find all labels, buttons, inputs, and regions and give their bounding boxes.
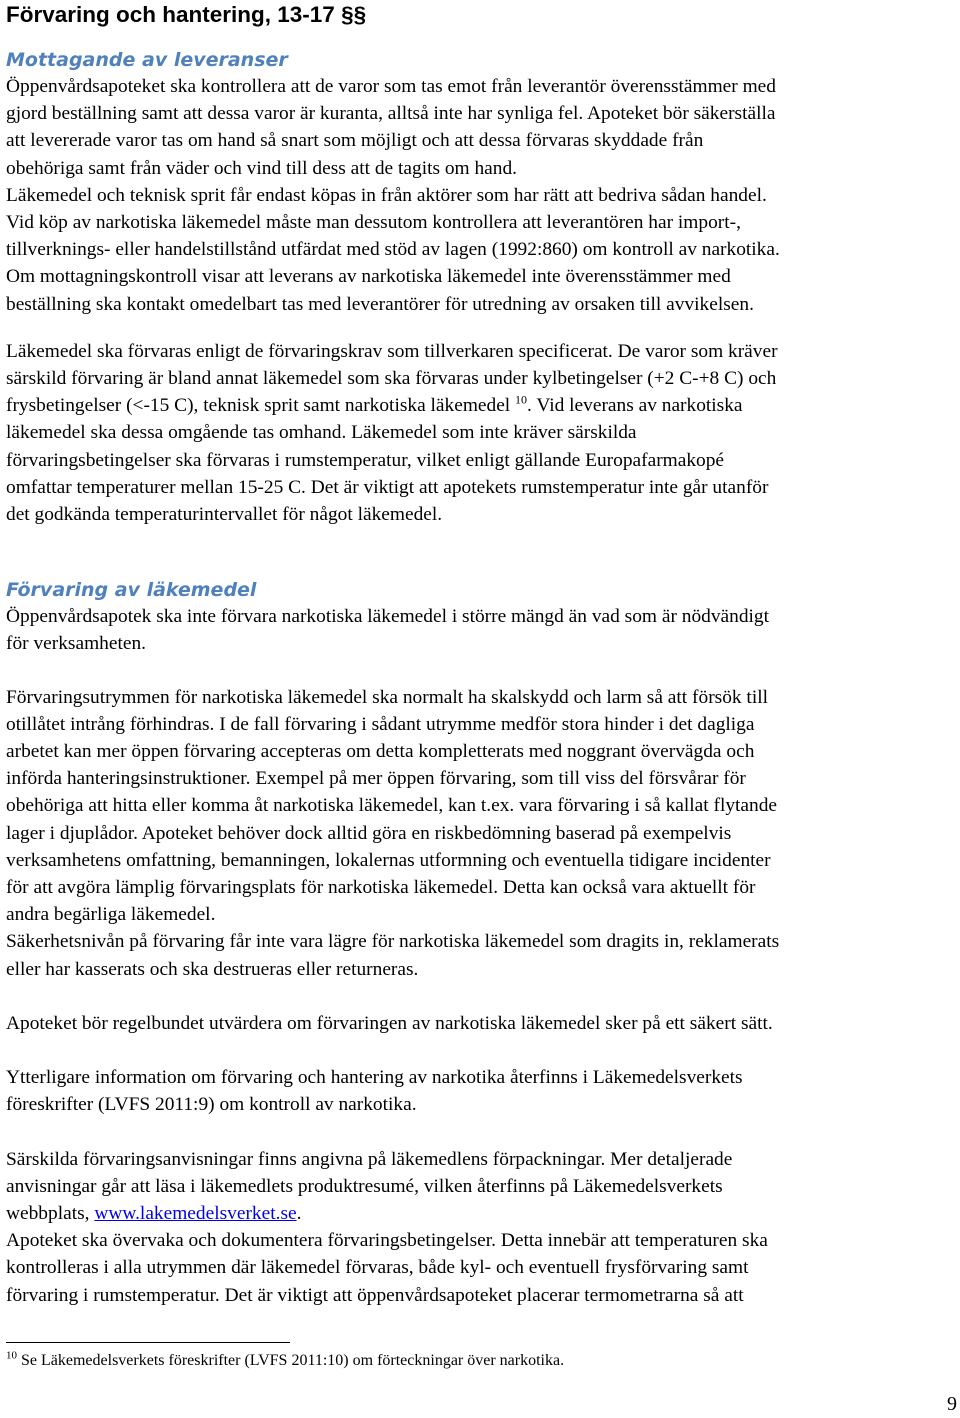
text-line: Om mottagningskontroll visar att leverans av narkotiska läkemedel inte överensstämmer med [6, 266, 731, 288]
text-line: kontrolleras i alla utrymmen där läkemedel förvaras, både kyl- och eventuell frysförvaring samt [6, 1257, 749, 1279]
page-number: 9 [947, 1393, 957, 1415]
text-line: det godkända temperaturintervallet för något läkemedel. [6, 504, 443, 526]
section-heading-forvaring: Förvaring av läkemedel [6, 579, 257, 602]
text-line: särskild förvaring är bland annat läkemedel som ska förvaras under kylbetingelser (+2 C-+8 C) och [6, 368, 777, 390]
paragraph-mottagande [6, 73, 954, 318]
paragraph-forvaringsanvisningar [6, 1146, 954, 1228]
paragraph-utvardering [6, 1010, 954, 1037]
text-line: för att avgöra lämplig förvaringsplats för narkotiska läkemedel. Detta kan också vara aktuellt för [6, 877, 756, 899]
footnote-reference[interactable]: 10 [515, 392, 528, 407]
text-line: frysbetingelser (<-15 C), teknisk sprit samt narkotiska läkemedel [6, 395, 516, 417]
text-line: verksamhetens omfattning, bemanningen, lokalernas utformning och eventuella tidigare incidenter [6, 849, 771, 871]
text-line: Särskilda förvaringsanvisningar finns angivna på läkemedlens förpackningar. Mer detaljerade [6, 1148, 733, 1170]
text-line: för verksamheten. [6, 633, 146, 655]
section-forvaring [6, 578, 954, 1308]
text-line: Öppenvårdsapotek ska inte förvara narkotiska läkemedel i större mängd än vad som är nödvändigt [6, 606, 769, 628]
paragraph-forvaringskrav [6, 338, 954, 528]
text-line: arbetet kan mer öppen förvaring accepteras om detta kompletterats med noggrant övervägda och [6, 741, 755, 763]
text-line: . Vid leverans av narkotiska [527, 395, 743, 417]
section-mottagande [6, 48, 954, 528]
footnote-text: Se Läkemedelsverkets föreskrifter (LVFS 2011:10) om förteckningar över narkotika. [17, 1352, 565, 1369]
text-line: tillverknings- eller handelstillstånd utfärdat med stöd av lagen (1992:860) om kontroll av narkotika. [6, 239, 780, 261]
text-line: obehöriga samt från väder och vind till dess att de tagits om hand. [6, 157, 518, 179]
paragraph-ytterligare-information [6, 1064, 954, 1118]
paragraph-mangd [6, 603, 954, 657]
text-line: gjord beställning samt att dessa varor är kuranta, alltså inte har synliga fel. Apoteket bör säkerställa [6, 103, 776, 125]
footnote-number: 10 [6, 1349, 17, 1362]
text-line: Läkemedel och teknisk sprit får endast köpas in från aktörer som har rätt att bedriva sådan handel. [6, 184, 767, 206]
text-line: andra begärliga läkemedel. [6, 904, 216, 926]
text-line: förvaringsbetingelser ska förvaras i rumstemperatur, vilket enligt gällande Europafarmakopé [6, 449, 725, 471]
text-line: obehöriga att hitta eller komma åt narkotiska läkemedel, kan t.ex. vara förvaring i så kallat flytande [6, 795, 778, 817]
text-line: Apoteket bör regelbundet utvärdera om förvaringen av narkotiska läkemedel sker på ett säkert sätt. [6, 1012, 773, 1034]
text-line: Vid köp av narkotiska läkemedel måste man dessutom kontrollera att leverantören har import-, [6, 212, 741, 234]
text-line: lager i djuplådor. Apoteket behöver dock alltid göra en riskbedömning baserad på exempelvis [6, 822, 732, 844]
page-title: Förvaring och hantering, 13-17 §§ [6, 2, 367, 27]
footnote-divider [6, 1342, 290, 1343]
document-page [6, 0, 954, 1309]
text-line: anvisningar går att läsa i läkemedlets produktresumé, vilken återfinns på Läkemedelsverkets [6, 1175, 723, 1197]
text-line: omfattar temperaturer mellan 15-25 C. Det är viktigt att apotekets rumstemperatur inte går utanför [6, 476, 769, 498]
text-line: Apoteket ska övervaka och dokumentera förvaringsbetingelser. Detta innebär att temperaturen ska [6, 1230, 768, 1252]
text-line: Ytterligare information om förvaring och hantering av narkotika återfinns i Läkemedelsverkets [6, 1067, 743, 1089]
text-line: Säkerhetsnivån på förvaring får inte vara lägre för narkotiska läkemedel som dragits in, reklamerats [6, 931, 780, 953]
paragraph-forvaringsutrymmen [6, 684, 954, 983]
paragraph-overvakning [6, 1227, 954, 1309]
text-line: införda hanteringsinstruktioner. Exempel på mer öppen förvaring, som till viss del försvårar för [6, 768, 746, 790]
footnote [6, 1350, 564, 1372]
lakemedelsverket-link[interactable]: www.lakemedelsverket.se [94, 1202, 297, 1224]
text-line: Förvaringsutrymmen för narkotiska läkemedel ska normalt ha skalskydd och larm så att försök till [6, 686, 768, 708]
text-line: Öppenvårdsapoteket ska kontrollera att de varor som tas emot från leverantör överensstämmer med [6, 76, 776, 97]
text-line: att levererade varor tas om hand så snart som möjligt och att dessa förvaras skyddade från [6, 130, 704, 152]
text-line: otillåtet intrång förhindras. I de fall förvaring i sådant utrymme medför stora hinder i det dagliga [6, 713, 755, 735]
text-line: föreskrifter (LVFS 2011:9) om kontroll av narkotika. [6, 1094, 417, 1116]
text-line: webbplats, [6, 1202, 95, 1224]
text-line: . [296, 1202, 302, 1224]
text-line: Läkemedel ska förvaras enligt de förvaringskrav som tillverkaren specificerat. De varor som kräver [6, 340, 778, 362]
text-line: beställning ska kontakt omedelbart tas med leverantörer för utredning av orsaken till avvikelsen. [6, 293, 754, 315]
text-line: läkemedel ska dessa omgående tas omhand. Läkemedel som inte kräver särskilda [6, 422, 637, 444]
text-line: eller har kasserats och ska destrueras eller returneras. [6, 958, 419, 980]
section-heading-mottagande: Mottagande av leveranser [6, 49, 288, 71]
text-line: förvaring i rumstemperatur. Det är viktigt att öppenvårdsapoteket placerar termometrarna så att [6, 1284, 744, 1306]
